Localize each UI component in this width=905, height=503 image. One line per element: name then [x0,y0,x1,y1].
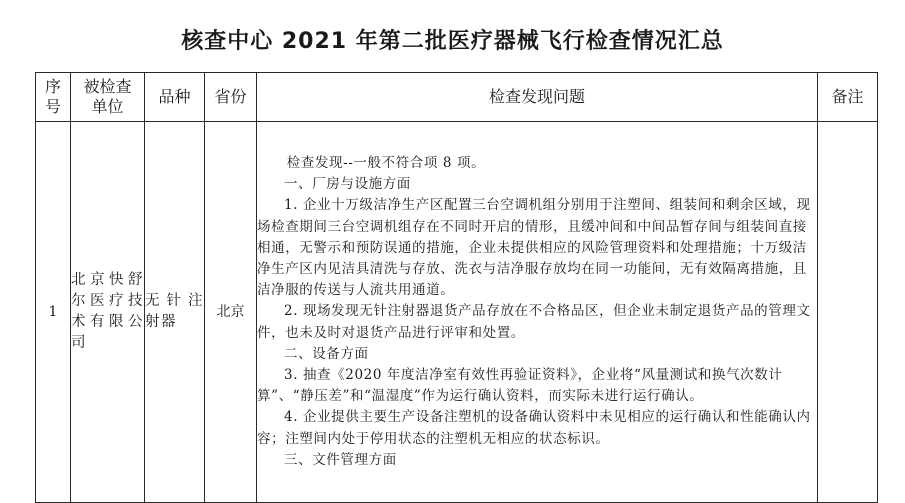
document-title: 核查中心 2021 年第二批医疗器械飞行检查情况汇总 [181,29,724,54]
finding-section-heading: 一、厂房与设施方面 [284,176,411,193]
header-seq [36,73,71,122]
table-row [36,122,878,503]
header-remarks: 备注 [818,73,878,122]
finding-summary: 检查发现--一般不符合项 8 项。 [286,154,486,171]
cell-variety: 无针注射器 [145,122,205,503]
cell-inspected-unit: 北京快舒尔医疗技术有限公司 [71,122,145,503]
table-header-row [36,73,878,122]
finding-item: 4. 企业提供主要生产设备注塑机的设备确认资料中未见相应的运行确认和性能确认内容；注塑间内处于停用状态的注塑机无相应的状态标识。 [257,409,811,447]
finding-item: 1. 企业十万级洁净生产区配置三台空调机组分别用于注塑间、组装间和剩余区域，现场检查期间三台空调机组存在不同时开启的情形，且缓冲间和中间品暂存间与组装间直接相通，无警示和预防误通的措施，企业未提供相应的风险管理资料和处理措施；十万级洁净生产区内见洁具清洗与存放、洗衣与洁净服存放均在同一功能间，无有效隔离措施，且洁净服的传送与人流共用通道。 [257,197,811,299]
finding-item: 2. 现场发现无针注射器退货产品存放在不合格品区，但企业未制定退货产品的管理文件，也未及时对退货产品进行评审和处置。 [257,303,811,341]
inspection-summary-table [35,72,878,503]
header-unit-line1: 被检查 [83,77,132,96]
header-findings: 检查发现问题 [257,73,818,122]
header-seq-line1: 序 [44,77,61,96]
header-variety: 品种 [145,73,205,122]
header-province: 省份 [205,73,257,122]
header-seq-line2: 号 [44,97,61,116]
cell-findings [257,122,818,503]
header-unit-line2: 单位 [91,97,124,116]
header-unit [71,73,145,122]
cell-seq: 1 [36,122,71,503]
finding-section-heading: 三、文件管理方面 [284,451,397,468]
finding-item: 3. 抽查《2020 年度洁净室有效性再验证资料》，企业将“风量测试和换气次数计算”、“静压差”和“温湿度”作为运行确认资料，而实际未进行运行确认。 [257,367,783,405]
cell-remarks [818,122,878,503]
finding-section-heading: 二、设备方面 [284,345,369,362]
cell-province: 北京 [205,122,257,503]
